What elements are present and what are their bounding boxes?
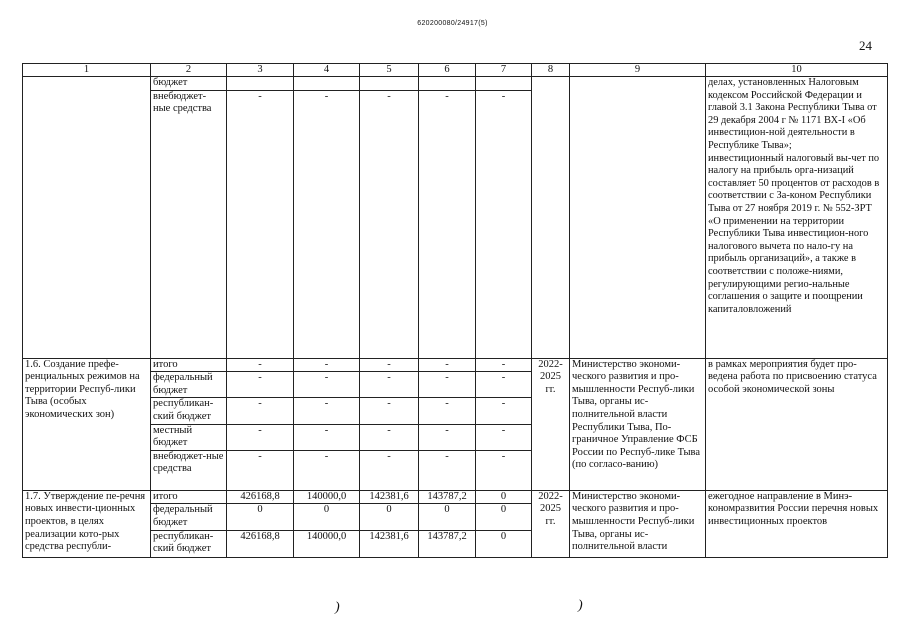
- value-cell: -: [360, 398, 419, 424]
- table-row: [23, 358, 888, 372]
- cell-empty: [532, 77, 570, 359]
- measure-name: 1.7. Утверждение пе-речня новых инвести-ционных проектов, в целях реализации кото-рых средства республи-: [23, 490, 151, 557]
- table-row: [23, 490, 888, 504]
- source-cell: федеральный бюджет: [151, 504, 227, 530]
- value-cell: -: [227, 372, 294, 398]
- value-cell: 143787,2: [419, 530, 476, 557]
- source-cell: республикан-ский бюджет: [151, 398, 227, 424]
- col-header: 5: [360, 64, 419, 77]
- col-header: 7: [476, 64, 532, 77]
- value-cell: -: [419, 450, 476, 490]
- value-cell: 143787,2: [419, 490, 476, 504]
- page-number: 24: [859, 38, 872, 53]
- value-cell: 426168,8: [227, 490, 294, 504]
- value-cell: -: [227, 450, 294, 490]
- value-cell: -: [360, 90, 419, 358]
- header-row: [23, 64, 888, 77]
- source-cell: федеральный бюджет: [151, 372, 227, 398]
- value-cell: -: [227, 358, 294, 372]
- col-header: 4: [294, 64, 360, 77]
- col-header: 8: [532, 64, 570, 77]
- value-cell: -: [476, 372, 532, 398]
- value-cell: -: [476, 424, 532, 450]
- col-header: 6: [419, 64, 476, 77]
- value-cell: -: [419, 90, 476, 358]
- value-cell: -: [419, 358, 476, 372]
- cell-empty: [570, 77, 706, 359]
- source-cell: итого: [151, 490, 227, 504]
- value-cell: -: [360, 372, 419, 398]
- value-cell: 142381,6: [360, 490, 419, 504]
- cell-empty: [23, 77, 151, 359]
- value-cell: 0: [294, 504, 360, 530]
- col-header: 1: [23, 64, 151, 77]
- value-cell: -: [294, 398, 360, 424]
- value-cell: -: [294, 358, 360, 372]
- value-cell: -: [360, 424, 419, 450]
- value-cell: -: [419, 372, 476, 398]
- source-cell: бюджет: [151, 77, 227, 91]
- value-cell: 0: [227, 504, 294, 530]
- value-cell: 0: [476, 490, 532, 504]
- scan-mark: ): [335, 600, 340, 615]
- value-cell: -: [476, 398, 532, 424]
- col-header: 9: [570, 64, 706, 77]
- document-id: 620200080/24917(5): [417, 20, 488, 27]
- value-cell: 0: [476, 530, 532, 557]
- scan-mark: ): [578, 598, 583, 613]
- value-cell: -: [419, 398, 476, 424]
- executor-cell: Министерство экономи-ческого развития и про-мышленности Респуб-лики Тыва, органы ис-полнительной власти Республики Тыва, По-граничное Управление ФСБ России по Респуб-лике Тыва (по согласо-ванию): [570, 358, 706, 490]
- table-row: [23, 77, 888, 91]
- value-cell: -: [294, 90, 360, 358]
- value-cell: -: [294, 450, 360, 490]
- source-cell: итого: [151, 358, 227, 372]
- value-cell: -: [476, 358, 532, 372]
- col-header: 3: [227, 64, 294, 77]
- executor-cell: Министерство экономи-ческого развития и про-мышленности Респуб-лики Тыва, органы ис-полнительной власти: [570, 490, 706, 557]
- source-cell: внебюджет- ные средства: [151, 90, 227, 358]
- value-cell: -: [360, 358, 419, 372]
- measures-table: [22, 63, 888, 558]
- period-cell: 2022- 2025 гг.: [532, 358, 570, 490]
- value-cell: -: [294, 424, 360, 450]
- value-cell: -: [294, 372, 360, 398]
- col-header: 10: [706, 64, 888, 77]
- value-cell: 0: [476, 504, 532, 530]
- value-cell: 140000,0: [294, 530, 360, 557]
- source-cell: местный бюджет: [151, 424, 227, 450]
- value-cell: -: [227, 90, 294, 358]
- result-cell: ежегодное направление в Минэ-кономразвития России перечня новых инвестиционных проектов: [706, 490, 888, 557]
- value-cell: -: [476, 450, 532, 490]
- value-cell: -: [227, 398, 294, 424]
- value-cell: 0: [360, 504, 419, 530]
- period-cell: 2022- 2025 гг.: [532, 490, 570, 557]
- value-cell: -: [476, 90, 532, 358]
- source-cell: республикан-ский бюджет: [151, 530, 227, 557]
- value-cell: -: [360, 450, 419, 490]
- value-cell: 0: [419, 504, 476, 530]
- result-cell: в рамках мероприятия будет про-ведена работа по присвоению статуса особой экономической зоны: [706, 358, 888, 490]
- source-cell: внебюджет-ные средства: [151, 450, 227, 490]
- col-header: 2: [151, 64, 227, 77]
- value-cell: 142381,6: [360, 530, 419, 557]
- value-cell: -: [419, 424, 476, 450]
- value-cell: 426168,8: [227, 530, 294, 557]
- measure-name: 1.6. Создание префе-ренциальных режимов на территории Респуб-лики Тыва (особых экономических зон): [23, 358, 151, 490]
- value-cell: -: [227, 424, 294, 450]
- value-cell: 140000,0: [294, 490, 360, 504]
- result-cell: делах, установленных Налоговым кодексом Российской Федерации и главой 3.1 Закона Республики Тыва от 29 декабря 2004 г № 1171 ВХ-I «Об инвестицион-ной деятельности в Республике Тыва»; инвестиционный налоговый вы-чет по налогу на прибыль орга-низаций составляет 50 процентов от расходов в соответствии с За-коном Республики Тыва от 27 ноября 2019 г. № 552-ЗРТ «О применении на территории Республики Тыва инвестицион-ного налогового вычета по нало-гу на прибыль организаций», а также в соответствии с положе-ниями, регулирующими регио-нальные соглашения о защите и поощрении капиталовложений: [706, 77, 888, 359]
